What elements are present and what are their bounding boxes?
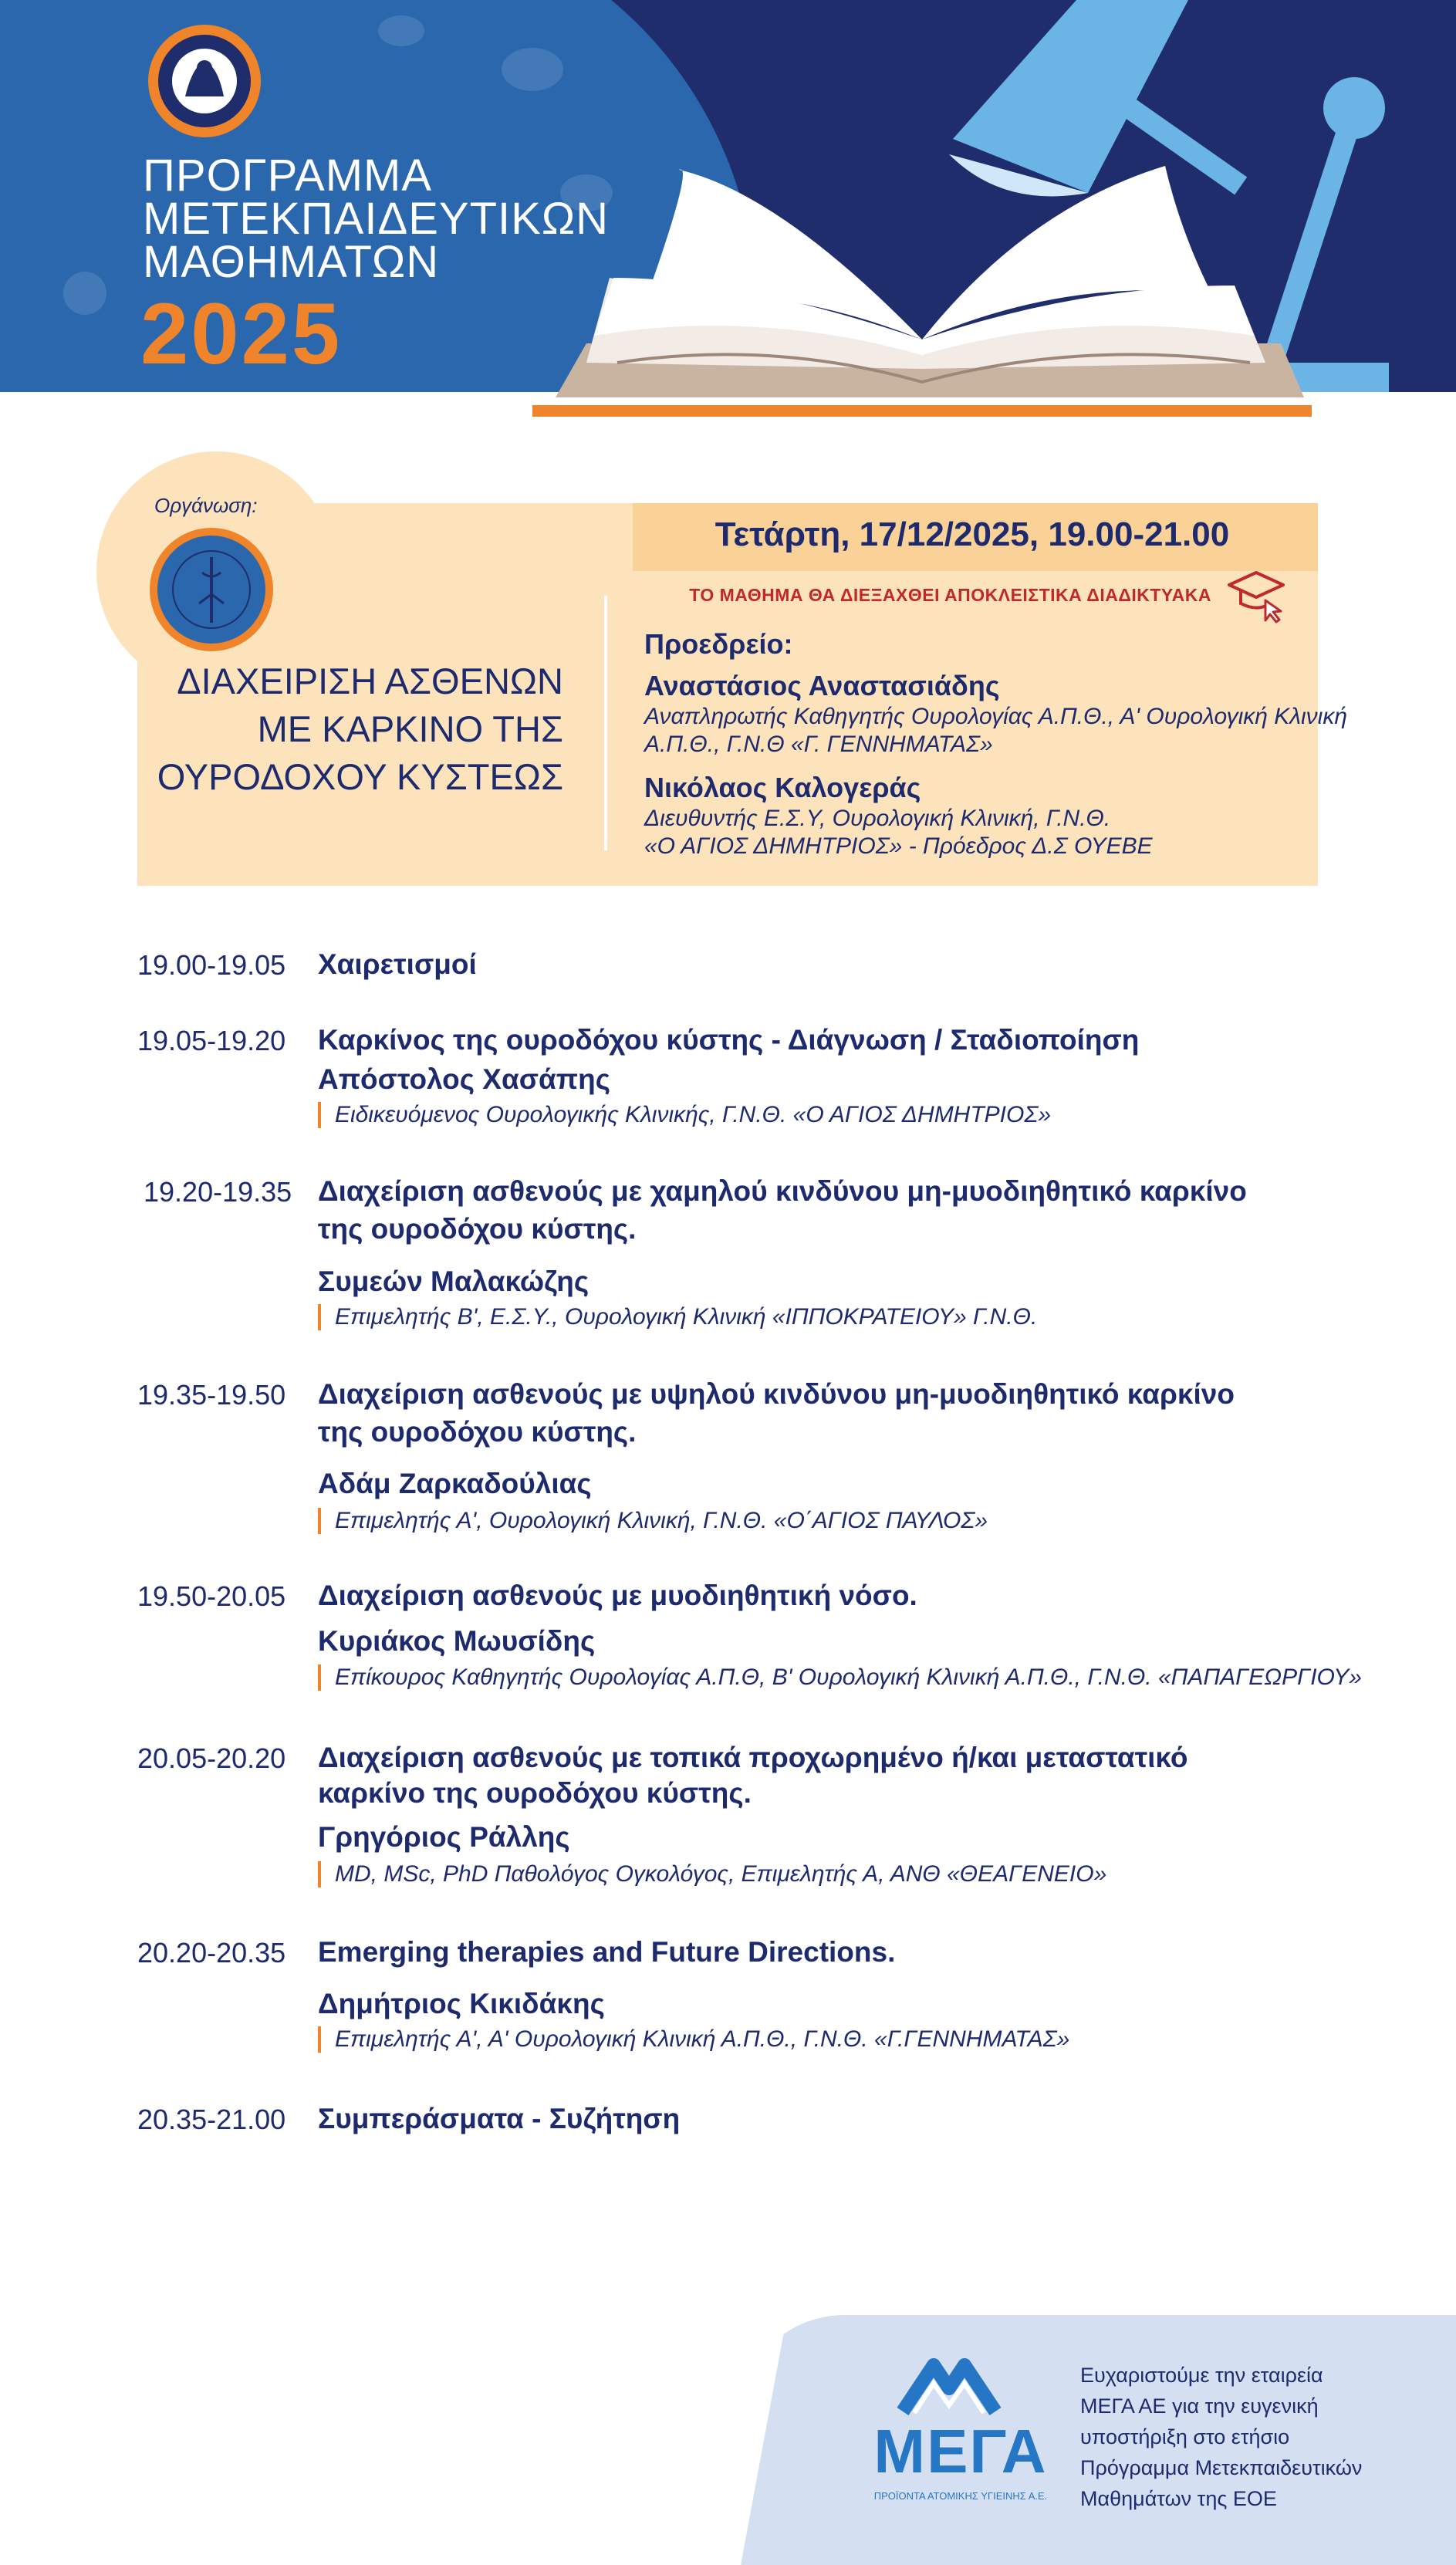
course-title-line2: ΜΕ ΚΑΡΚΙΝΟ ΤΗΣ: [257, 708, 563, 749]
session-affiliation: Επίκουρος Καθηγητής Ουρολογίας Α.Π.Θ, Β' Ουρολογική Κλινική Α.Π.Θ., Γ.Ν.Θ. «ΠΑΠΑΓΕΩΡΓΙΟΥ»: [318, 1664, 1362, 1691]
info-divider: [604, 596, 607, 850]
session-time: 20.05-20.20: [137, 1742, 286, 1774]
session-title: Διαχείριση ασθενούς με μυοδιηθητική νόσο.: [318, 1580, 917, 1611]
session-title: Διαχείριση ασθενούς με τοπικά προχωρημένο ή/και μεταστατικό: [318, 1742, 1188, 1773]
session-speaker: Απόστολος Χασάπης: [318, 1063, 610, 1095]
header-title-line2: ΜΕΤΕΚΠΑΙΔΕΥΤΙΚΩΝ: [143, 194, 610, 244]
session-title: Διαχείριση ασθενούς με χαμηλού κινδύνου μη-μυοδιηθητικό καρκίνο: [318, 1175, 1247, 1207]
session-title: Χαιρετισμοί: [318, 948, 477, 980]
session-speaker: Κυριάκος Μωυσίδης: [318, 1625, 596, 1657]
session-affiliation: Επιμελητής Β', Ε.Σ.Υ., Ουρολογική Κλινική «ΙΠΠΟΚΡΑΤΕΙΟΥ» Γ.Ν.Θ.: [318, 1304, 1037, 1330]
session-title: Emerging therapies and Future Directions.: [318, 1936, 896, 1968]
header-year: 2025: [140, 286, 343, 382]
course-title-line3: ΟΥΡΟΔΟΧΟΥ ΚΥΣΤΕΩΣ: [157, 756, 563, 797]
session-speaker: Γρηγόριος Ράλλης: [318, 1821, 570, 1853]
header-title-line3: ΜΑΘΗΜΑΤΩΝ: [143, 237, 440, 287]
chair-description: Α.Π.Θ., Γ.Ν.Θ «Γ. ΓΕΝΝΗΜΑΤΑΣ»: [644, 732, 993, 757]
session-affiliation: Ειδικευόμενος Ουρολογικής Κλινικής, Γ.Ν.Θ. «Ο ΑΓΙΟΣ ΔΗΜΗΤΡΙΟΣ»: [318, 1102, 1051, 1128]
session-title: Καρκίνος της ουροδόχου κύστης - Διάγνωση / Σταδιοποίηση: [318, 1024, 1140, 1056]
session-time: 19.00-19.05: [137, 949, 286, 981]
sponsor-thanks-line: ΜΕΓΑ ΑΕ για την ευγενική: [1080, 2394, 1319, 2418]
session-time: 19.35-19.50: [137, 1379, 286, 1411]
course-title-line1: ΔΙΑΧΕΙΡΙΣΗ ΑΣΘΕΝΩΝ: [177, 661, 563, 701]
session-time: 20.20-20.35: [137, 1937, 286, 1969]
sponsor-thanks-line: υποστήριξη στο ετήσιο: [1080, 2425, 1290, 2448]
course-date: Τετάρτη, 17/12/2025, 19.00-21.00: [714, 515, 1230, 553]
session-speaker: Συμεών Μαλακώζης: [318, 1266, 589, 1297]
mega-brand-sub: ΠΡΟΪΟΝΤΑ ΑΤΟΜΙΚΗΣ ΥΓΙΕΙΝΗΣ Α.Ε.: [873, 2490, 1048, 2502]
mega-logo: [856, 2357, 1065, 2512]
chair-name: Αναστάσιος Αναστασιάδης: [644, 670, 1000, 701]
session-time: 20.35-21.00: [137, 2104, 286, 2135]
session-title: Διαχείριση ασθενούς με υψηλού κινδύνου μη-μυοδιηθητικό καρκίνο: [318, 1378, 1235, 1410]
session-speaker: Δημήτριος Κικιδάκης: [318, 1988, 605, 2019]
session-title: Συμπεράσματα - Συζήτηση: [318, 2103, 681, 2134]
session-title: της ουροδόχου κύστης.: [318, 1213, 637, 1245]
chair-description: Διευθυντής Ε.Σ.Υ, Ουρολογική Κλινική, Γ.Ν.Θ.: [644, 806, 1111, 831]
mega-brand-text: ΜΕΓΑ: [873, 2417, 1048, 2486]
session-affiliation: Επιμελητής Α', Α' Ουρολογική Κλινική Α.Π.Θ., Γ.Ν.Θ. «Γ.ΓΕΝΝΗΜΑΤΑΣ»: [318, 2026, 1069, 2053]
session-time: 19.50-20.05: [137, 1580, 286, 1612]
session-time: 19.05-19.20: [137, 1025, 286, 1056]
session-title: καρκίνο της ουροδόχου κύστης.: [318, 1777, 752, 1809]
chair-description: «Ο ΑΓΙΟΣ ΔΗΜΗΤΡΙΟΣ» - Πρόεδρος Δ.Σ ΟΥΕΒΕ: [644, 833, 1153, 859]
online-notice: ΤΟ ΜΑΘΗΜΑ ΘΑ ΔΙΕΞΑΧΘΕΙ ΑΠΟΚΛΕΙΣΤΙΚΑ ΔΙΑΔΙΚΤΥΑΚΑ: [689, 585, 1211, 605]
session-affiliation: MD, MSc, PhD Παθολόγος Ογκολόγος, Επιμελητής Α, ΑΝΘ «ΘΕΑΓΕΝΕΙΟ»: [318, 1861, 1106, 1887]
organizer-logo: [148, 526, 275, 654]
sponsor-thanks-line: Μαθημάτων της ΕΟΕ: [1080, 2487, 1277, 2510]
hellenic-urological-logo: [147, 23, 262, 139]
session-title: της ουροδόχου κύστης.: [318, 1416, 637, 1448]
sponsor-thanks-line: Ευχαριστούμε την εταιρεία: [1080, 2364, 1323, 2387]
chair-description: Αναπληρωτής Καθηγητής Ουρολογίας Α.Π.Θ., Α' Ουρολογική Κλινική: [644, 704, 1348, 729]
open-book-icon: [532, 166, 1312, 417]
sponsor-thanks: [1080, 2360, 1435, 2514]
chair-name: Νικόλαος Καλογεράς: [644, 772, 921, 803]
session-speaker: Αδάμ Ζαρκαδούλιας: [318, 1468, 592, 1499]
chair-heading: Προεδρείο:: [644, 628, 793, 660]
organization-label: Οργάνωση:: [154, 494, 258, 517]
graduation-cap-cursor-icon: [1225, 563, 1287, 625]
sponsor-thanks-line: Πρόγραμμα Μετεκπαιδευτικών: [1080, 2456, 1363, 2479]
header-title-line1: ΠΡΟΓΡΑΜΜΑ: [143, 150, 433, 201]
session-affiliation: Επιμελητής Α', Ουρολογική Κλινική, Γ.Ν.Θ. «Ο΄ΑΓΙΟΣ ΠΑΥΛΟΣ»: [318, 1508, 988, 1534]
session-time: 19.20-19.35: [144, 1176, 292, 1208]
